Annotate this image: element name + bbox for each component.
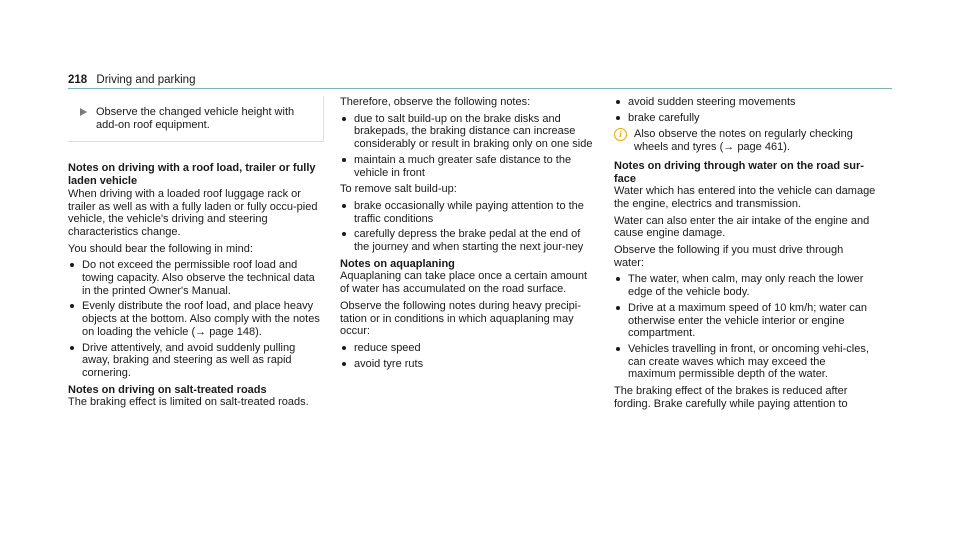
bullet-icon: [342, 158, 346, 162]
paragraph: Aquaplaning can take place once a certain amount of water has accumulated on the road surface.: [340, 270, 588, 296]
list-item-text: Do not exceed the permissible roof load and towing capacity. Also observe the technical data in the printed Owner's Manual.: [82, 259, 315, 297]
info-icon: i: [614, 128, 627, 141]
paragraph: Observe the following if you must drive through water:: [614, 244, 844, 269]
list-item: [340, 228, 598, 253]
list-item: [614, 273, 876, 298]
bullet-list: [340, 113, 598, 180]
paragraph: Therefore, observe the following notes:: [340, 96, 531, 108]
list-item-text: avoid tyre ruts: [354, 357, 424, 370]
bullet-list: [68, 259, 324, 379]
bullet-icon: [616, 306, 620, 310]
page-header: [68, 74, 195, 86]
list-item: [68, 300, 324, 338]
list-item: [340, 358, 598, 371]
list-item: [340, 342, 598, 355]
list-item: [68, 342, 324, 380]
bullet-list: [614, 273, 876, 381]
bullet-icon: [616, 347, 620, 351]
list-item-text: Drive attentively, and avoid suddenly pulling away, braking and steering as well as rapid cornering.: [82, 341, 296, 379]
list-item-text: due to salt build-up on the brake disks and brakepads, the braking distance can increase considerably or result in braking only on one side: [354, 112, 593, 151]
list-item: [614, 343, 876, 381]
list-item: [614, 302, 876, 340]
list-item: [614, 112, 876, 125]
bullet-icon: [616, 100, 620, 104]
bullet-icon: [70, 304, 74, 308]
bullet-icon: [342, 232, 346, 236]
bullet-icon: [342, 117, 346, 121]
list-item: [340, 154, 598, 179]
header-divider: [68, 88, 892, 89]
list-item: [614, 96, 876, 109]
paragraph: The braking effect is limited on salt-treated roads.: [68, 396, 309, 409]
column-2: [340, 96, 598, 374]
paragraph: Water can also enter the air intake of the engine and cause engine damage.: [614, 214, 870, 240]
heading-salt-roads: Notes on driving on salt-treated roads: [68, 383, 267, 396]
list-item-text: reduce speed: [354, 341, 421, 354]
list-item-text: The water, when calm, may only reach the lower edge of the vehicle body.: [628, 273, 864, 299]
step-text: Observe the changed vehicle height with add-on roof equipment.: [96, 106, 295, 131]
bullet-icon: [616, 116, 620, 120]
bullet-icon: [342, 362, 346, 366]
heading-aquaplaning: Notes on aquaplaning: [340, 257, 455, 270]
list-item-text: carefully depress the brake pedal at the end of the journey and when starting the next jour-ney: [354, 228, 584, 254]
bullet-icon: [70, 263, 74, 267]
paragraph: Observe the following notes during heavy precipi-tation or in conditions in which aquaplaning may occur:: [340, 299, 581, 338]
column-1: [68, 96, 324, 413]
list-item: [340, 200, 598, 225]
paragraph: Water which has entered into the vehicle can damage the engine, electrics and transmission.: [614, 185, 876, 210]
column-3: [614, 96, 876, 414]
bullet-icon: [70, 346, 74, 350]
bullet-icon: [616, 277, 620, 281]
note-text: Also observe the notes on regularly checking wheels and tyres (→ page 461).: [634, 128, 853, 154]
list-item-text: brake occasionally while paying attention to the traffic conditions: [354, 199, 584, 225]
paragraph: To remove salt build-up:: [340, 183, 457, 196]
bullet-list: [340, 342, 598, 370]
paragraph: The braking effect of the brakes is reduced after fording. Brake carefully while paying attention to: [614, 385, 848, 410]
page-number: 218: [68, 74, 88, 86]
instruction-step: [68, 96, 324, 142]
bullet-icon: [342, 204, 346, 208]
list-item-text: maintain a much greater safe distance to the vehicle in front: [354, 153, 572, 179]
bullet-list: [340, 200, 598, 254]
paragraph: When driving with a loaded roof luggage rack or trailer as well as with a fully laden or fully occu-pied vehicle, the vehicle's driving and steering characteristics change.: [68, 187, 318, 238]
list-item-text: Drive at a maximum speed of 10 km/h; water can otherwise enter the vehicle interior or engine compartment.: [628, 301, 868, 340]
list-item-text: avoid sudden steering movements: [628, 96, 796, 108]
list-item-text: brake carefully: [628, 111, 700, 124]
list-item-text: Vehicles travelling in front, or oncoming vehi-cles, can create waves which may exceed the maximum permissible depth of the water.: [628, 342, 869, 381]
bullet-icon: [342, 346, 346, 350]
section-title: Driving and parking: [96, 74, 196, 86]
step-arrow-icon: [80, 108, 87, 116]
paragraph: You should bear the following in mind:: [68, 242, 253, 255]
list-item-text: Evenly distribute the roof load, and place heavy objects at the bottom. Also comply with the notes on loading the vehicle (→ page 148).: [82, 300, 320, 338]
heading-water: Notes on driving through water on the road sur-face: [614, 159, 864, 185]
bullet-list: [614, 96, 876, 124]
list-item: [68, 259, 324, 297]
list-item: [340, 113, 598, 151]
info-note: [614, 128, 876, 153]
heading-roof-load: Notes on driving with a roof load, trailer or fully laden vehicle: [68, 162, 316, 188]
